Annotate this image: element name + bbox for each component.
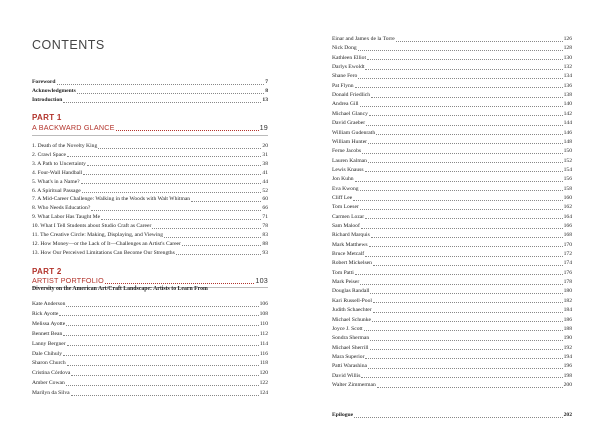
toc-entry-label: Andrea Gill bbox=[332, 101, 359, 108]
toc-entry-page: 106 bbox=[259, 301, 268, 307]
toc-entry-page: 110 bbox=[259, 320, 268, 327]
artist-entry bbox=[332, 65, 572, 71]
toc-entry-page: 13 bbox=[262, 97, 268, 103]
leader-dots bbox=[365, 357, 562, 359]
toc-entry-page: 188 bbox=[563, 325, 572, 332]
artist-entry bbox=[332, 37, 572, 43]
leader-dots bbox=[369, 245, 563, 247]
toc-entry-label: Cristina Córdova bbox=[32, 370, 71, 377]
artist-entry bbox=[332, 318, 572, 324]
epilogue-entry bbox=[332, 413, 572, 419]
artist-entry bbox=[332, 149, 572, 155]
leader-dots bbox=[365, 68, 562, 70]
toc-entry-page: 156 bbox=[563, 176, 572, 183]
toc-entry-label: Michael Glancy bbox=[332, 110, 368, 117]
chapter-entry bbox=[32, 144, 268, 150]
chapter-entry bbox=[32, 215, 268, 221]
toc-entry-label: Michael Sherrill bbox=[332, 344, 369, 351]
artist-entry bbox=[332, 327, 572, 333]
artist-entry bbox=[332, 131, 572, 137]
artist-entry bbox=[332, 102, 572, 108]
artist-entry bbox=[332, 187, 572, 193]
toc-entry-label: Cliff Lee bbox=[332, 194, 353, 201]
chapter-entry bbox=[32, 251, 268, 257]
leader-dots bbox=[105, 282, 255, 284]
toc-entry-label: Lanny Bergner bbox=[32, 340, 66, 347]
artist-entry bbox=[332, 252, 572, 258]
part2-number: PART 2 bbox=[32, 267, 62, 276]
leader-dots bbox=[63, 354, 259, 356]
artist-entry bbox=[332, 140, 572, 146]
artist-entry bbox=[32, 371, 268, 377]
leader-dots bbox=[368, 367, 563, 369]
part2-page: 103 bbox=[255, 276, 268, 285]
toc-entry-page: 52 bbox=[262, 187, 268, 194]
toc-entry-label: Judith Schaechter bbox=[332, 307, 372, 314]
leader-dots bbox=[191, 200, 261, 202]
leader-dots bbox=[116, 129, 259, 131]
toc-entry-label: Patti Warashina bbox=[332, 363, 368, 370]
leader-dots bbox=[364, 329, 563, 331]
leader-dots bbox=[67, 344, 259, 346]
toc-entry-label: Amber Cowan bbox=[32, 380, 65, 387]
toc-entry-label: Acknowledgments bbox=[32, 88, 76, 94]
leader-dots bbox=[81, 182, 262, 184]
artist-entry bbox=[332, 224, 572, 230]
toc-entry-page: 71 bbox=[262, 214, 268, 221]
leader-dots bbox=[71, 394, 259, 396]
toc-entry-page: 138 bbox=[563, 92, 572, 99]
toc-entry-page: 152 bbox=[563, 157, 572, 164]
toc-entry-page: 134 bbox=[563, 73, 572, 80]
toc-entry-page: 60 bbox=[262, 196, 268, 203]
toc-entry-label: 9. What Labor Has Taught Me bbox=[32, 214, 101, 221]
chapter-entry bbox=[32, 189, 268, 195]
toc-entry-page: 112 bbox=[259, 330, 268, 337]
toc-entry-label: 10. What I Tell Students about Studio Craft as Career bbox=[32, 223, 152, 230]
toc-entry-label: 5. What's in a Name? bbox=[32, 178, 80, 185]
toc-entry-label: 6. A Spiritual Passage bbox=[32, 187, 81, 194]
toc-entry-page: 88 bbox=[262, 240, 268, 247]
leader-dots bbox=[57, 83, 265, 85]
toc-entry-label: Donald Friedlich bbox=[332, 92, 371, 99]
artist-entry bbox=[332, 374, 572, 380]
toc-entry-label: 13. How Our Perceived Limitations Can Become Our Strengths bbox=[32, 249, 175, 256]
toc-entry-page: 8 bbox=[265, 88, 268, 94]
toc-entry-page: 146 bbox=[563, 129, 572, 136]
leader-dots bbox=[360, 189, 563, 191]
artist-entry bbox=[32, 312, 268, 318]
toc-entry-page: 120 bbox=[259, 370, 268, 377]
artist-entry bbox=[332, 261, 572, 267]
leader-dots bbox=[66, 384, 259, 386]
artist-entry bbox=[332, 121, 572, 127]
toc-entry-page: 116 bbox=[259, 350, 268, 357]
toc-entry-page: 154 bbox=[563, 166, 572, 173]
toc-entry-label: Bruce Metcalf bbox=[332, 251, 365, 258]
toc-entry-page: 130 bbox=[563, 54, 572, 61]
leader-dots bbox=[373, 264, 563, 266]
divider bbox=[32, 135, 268, 136]
artist-entry bbox=[32, 381, 268, 387]
toc-entry-page: 140 bbox=[563, 101, 572, 108]
toc-entry-page: 44 bbox=[262, 178, 268, 185]
leader-dots bbox=[360, 105, 563, 107]
leader-dots bbox=[164, 236, 261, 238]
artist-entry bbox=[332, 346, 572, 352]
part1-page: 19 bbox=[259, 123, 268, 132]
toc-entry-page: 186 bbox=[563, 316, 572, 323]
toc-entry-label: Ferne Jacobs bbox=[332, 148, 362, 155]
part2-subtitle: Diversity on the American Art/Craft Landscape: Artists to Learn From bbox=[32, 286, 208, 292]
toc-entry-page: 122 bbox=[259, 380, 268, 387]
toc-entry-label: Kathleen Elliot bbox=[332, 54, 367, 61]
leader-dots bbox=[91, 209, 261, 211]
artist-entry bbox=[332, 205, 572, 211]
right-page bbox=[300, 0, 600, 429]
toc-entry-label: Kari Russell-Pool bbox=[332, 297, 372, 304]
toc-entry-page: 126 bbox=[563, 36, 572, 42]
toc-entry-label: Pat Flynn bbox=[332, 82, 354, 89]
leader-dots bbox=[63, 101, 261, 103]
toc-entry-label: Mara Superior bbox=[332, 353, 365, 360]
leader-dots bbox=[360, 283, 562, 285]
artist-entry bbox=[32, 361, 268, 367]
artist-entry bbox=[332, 93, 572, 99]
artist-entry bbox=[332, 299, 572, 305]
artist-entry bbox=[332, 308, 572, 314]
toc-entry-label: Sam Maloof bbox=[332, 223, 360, 229]
leader-dots bbox=[377, 386, 563, 388]
leader-dots bbox=[367, 58, 563, 60]
part1-number: PART 1 bbox=[32, 113, 62, 122]
front-matter-entry bbox=[32, 80, 268, 86]
chapter-entry bbox=[32, 180, 268, 186]
toc-entry-page: 7 bbox=[265, 79, 268, 85]
leader-dots bbox=[67, 155, 261, 157]
toc-entry-label: William Gudenrath bbox=[332, 129, 376, 136]
artist-entry bbox=[332, 233, 572, 239]
toc-entry-page: 174 bbox=[563, 260, 572, 267]
leader-dots bbox=[358, 49, 563, 51]
leader-dots bbox=[368, 142, 563, 144]
toc-entry-label: 7. A Mid-Career Challenge: Walking in the Woods with Walt Whitman bbox=[32, 196, 191, 203]
chapter-entry bbox=[32, 197, 268, 203]
toc-entry-label: Epilogue bbox=[332, 412, 354, 418]
toc-entry-page: 162 bbox=[563, 204, 572, 211]
contents-title: CONTENTS bbox=[32, 38, 105, 52]
artist-entry bbox=[332, 74, 572, 80]
chapter-entry bbox=[32, 206, 268, 212]
toc-entry-page: 158 bbox=[563, 185, 572, 192]
leader-dots bbox=[373, 301, 563, 303]
leader-dots bbox=[66, 324, 259, 326]
toc-entry-label: Mark Matthews bbox=[332, 241, 368, 248]
artist-entry bbox=[332, 271, 572, 277]
chapter-entry bbox=[32, 153, 268, 159]
toc-entry-label: Bennett Bean bbox=[32, 330, 63, 337]
part2-title: ARTIST PORTFOLIO bbox=[32, 276, 104, 285]
toc-entry-page: 168 bbox=[563, 232, 572, 239]
toc-entry-page: 93 bbox=[262, 249, 268, 256]
leader-dots bbox=[368, 161, 563, 163]
leader-dots bbox=[353, 199, 562, 201]
toc-entry-label: 2. Crawl Space bbox=[32, 151, 67, 158]
leader-dots bbox=[396, 40, 563, 42]
artist-entry bbox=[32, 352, 268, 358]
toc-entry-page: 172 bbox=[563, 251, 572, 258]
artist-entry bbox=[332, 364, 572, 370]
leader-dots bbox=[376, 133, 562, 135]
toc-entry-page: 192 bbox=[563, 344, 572, 351]
toc-entry-label: Walter Zimmerman bbox=[332, 381, 376, 388]
toc-entry-page: 196 bbox=[563, 363, 572, 370]
front-matter-entry bbox=[32, 89, 268, 95]
chapter-entry bbox=[32, 242, 268, 248]
leader-dots bbox=[370, 292, 562, 294]
toc-entry-page: 66 bbox=[262, 205, 268, 212]
toc-entry-label: Joyce J. Scott bbox=[332, 325, 363, 332]
leader-dots bbox=[369, 114, 563, 116]
toc-entry-label: Lewis Knauss bbox=[332, 166, 364, 173]
toc-entry-label: Tom Patti bbox=[332, 269, 354, 276]
artist-entry bbox=[332, 196, 572, 202]
toc-entry-label: William Hunter bbox=[332, 138, 368, 145]
artist-entry bbox=[32, 391, 268, 397]
leader-dots bbox=[361, 376, 562, 378]
part1-title-row bbox=[32, 123, 268, 132]
leader-dots bbox=[372, 320, 563, 322]
toc-entry-label: Marilyn da Silva bbox=[32, 390, 70, 397]
toc-entry-label: 1. Death of the Novelty King bbox=[32, 143, 98, 149]
leader-dots bbox=[71, 374, 258, 376]
toc-entry-page: 124 bbox=[259, 390, 268, 397]
toc-entry-page: 148 bbox=[563, 138, 572, 145]
leader-dots bbox=[152, 227, 261, 229]
toc-entry-label: 4. Four-Wall Handball bbox=[32, 169, 83, 176]
toc-entry-page: 83 bbox=[262, 232, 268, 238]
artist-entry bbox=[332, 355, 572, 361]
toc-entry-label: Robert Mickelsen bbox=[332, 260, 372, 267]
artist-entry bbox=[32, 332, 268, 338]
toc-entry-label: Sharon Church bbox=[32, 360, 66, 367]
artist-entry bbox=[332, 168, 572, 174]
leader-dots bbox=[66, 305, 258, 307]
toc-entry-label: 11. The Creative Circle: Making, Displaying, and Viewing bbox=[32, 232, 163, 238]
artist-entry bbox=[332, 159, 572, 165]
toc-entry-label: David Graeber bbox=[332, 120, 366, 127]
toc-entry-page: 114 bbox=[259, 340, 268, 347]
toc-entry-page: 194 bbox=[563, 353, 572, 360]
toc-entry-label: Introduction bbox=[32, 97, 63, 103]
leader-dots bbox=[355, 86, 563, 88]
leader-dots bbox=[67, 364, 259, 366]
artist-entry bbox=[332, 177, 572, 183]
toc-entry-label: Dale Chihuly bbox=[32, 350, 62, 357]
toc-entry-page: 142 bbox=[563, 110, 572, 117]
part1-title: A BACKWARD GLANCE bbox=[32, 123, 115, 132]
toc-entry-label: David Willis bbox=[332, 372, 361, 379]
toc-entry-label: Jon Kuhn bbox=[332, 176, 354, 183]
toc-entry-page: 150 bbox=[563, 148, 572, 155]
toc-entry-page: 78 bbox=[262, 223, 268, 230]
leader-dots bbox=[82, 191, 262, 193]
artist-entry bbox=[32, 342, 268, 348]
leader-dots bbox=[365, 255, 562, 257]
leader-dots bbox=[370, 339, 562, 341]
toc-entry-page: 182 bbox=[563, 297, 572, 304]
leader-dots bbox=[176, 253, 262, 255]
leader-dots bbox=[355, 180, 563, 182]
toc-entry-label: Lauren Kalman bbox=[332, 157, 367, 164]
toc-entry-label: 8. Who Needs Education? bbox=[32, 205, 91, 212]
leader-dots bbox=[371, 96, 563, 98]
artist-entry bbox=[332, 280, 572, 286]
leader-dots bbox=[98, 147, 261, 149]
toc-entry-label: Shane Fero bbox=[332, 73, 358, 80]
leader-dots bbox=[365, 170, 563, 172]
artist-entry bbox=[332, 383, 572, 389]
toc-entry-page: 166 bbox=[563, 223, 572, 229]
toc-entry-label: Darlys Ewoldt bbox=[332, 64, 365, 71]
artist-entry bbox=[332, 336, 572, 342]
leader-dots bbox=[373, 311, 563, 313]
artist-entry bbox=[332, 289, 572, 295]
toc-entry-label: Eva Kwong bbox=[332, 185, 359, 192]
toc-entry-page: 164 bbox=[563, 213, 572, 220]
leader-dots bbox=[360, 208, 563, 210]
chapter-entry bbox=[32, 171, 268, 177]
artist-entry bbox=[32, 322, 268, 328]
toc-entry-label: Sondra Sherman bbox=[332, 335, 370, 342]
artist-entry bbox=[332, 215, 572, 221]
toc-entry-label: Melissa Ayotte bbox=[32, 320, 66, 327]
front-matter-entry bbox=[32, 98, 268, 104]
part2-title-row bbox=[32, 276, 268, 285]
toc-entry-page: 128 bbox=[563, 45, 572, 52]
toc-entry-page: 180 bbox=[563, 288, 572, 295]
toc-entry-page: 118 bbox=[259, 360, 268, 367]
leader-dots bbox=[361, 227, 563, 229]
leader-dots bbox=[355, 273, 563, 275]
leader-dots bbox=[370, 348, 563, 350]
toc-entry-page: 178 bbox=[563, 279, 572, 286]
toc-entry-page: 41 bbox=[262, 169, 268, 176]
toc-entry-page: 200 bbox=[563, 381, 572, 388]
toc-entry-label: Mark Peiser bbox=[332, 279, 360, 286]
leader-dots bbox=[354, 416, 562, 418]
artist-entry bbox=[32, 302, 268, 308]
toc-entry-label: 12. How Money—or the Lack of It—Challenges an Artist's Career bbox=[32, 240, 181, 247]
toc-entry-label: Nick Dong bbox=[332, 45, 357, 52]
toc-entry-label: Rick Ayotte bbox=[32, 310, 59, 317]
toc-entry-page: 198 bbox=[563, 372, 572, 379]
chapter-entry bbox=[32, 224, 268, 230]
toc-entry-label: Michael Schunke bbox=[332, 316, 371, 323]
toc-entry-label: Kate Anderson bbox=[32, 301, 66, 307]
artist-entry bbox=[332, 56, 572, 62]
leader-dots bbox=[182, 244, 262, 246]
toc-entry-page: 160 bbox=[563, 194, 572, 201]
leader-dots bbox=[63, 334, 259, 336]
toc-entry-page: 132 bbox=[563, 64, 572, 71]
toc-entry-page: 176 bbox=[563, 269, 572, 276]
toc-entry-page: 202 bbox=[563, 412, 572, 418]
toc-entry-label: Foreword bbox=[32, 79, 56, 85]
toc-entry-page: 184 bbox=[563, 307, 572, 314]
toc-entry-page: 136 bbox=[563, 82, 572, 89]
toc-entry-page: 38 bbox=[262, 160, 268, 167]
toc-entry-label: 3. A Path to Uncertainty bbox=[32, 160, 86, 167]
toc-entry-page: 190 bbox=[563, 335, 572, 342]
leader-dots bbox=[83, 173, 261, 175]
toc-entry-page: 20 bbox=[262, 143, 268, 149]
artist-entry bbox=[332, 243, 572, 249]
toc-entry-label: Douglas Randall bbox=[332, 288, 370, 295]
leader-dots bbox=[371, 236, 563, 238]
toc-entry-page: 108 bbox=[259, 310, 268, 317]
artist-entry bbox=[332, 46, 572, 52]
toc-entry-page: 31 bbox=[262, 151, 268, 158]
chapter-entry bbox=[32, 233, 268, 239]
leader-dots bbox=[365, 217, 562, 219]
leader-dots bbox=[87, 164, 261, 166]
toc-entry-page: 144 bbox=[563, 120, 572, 127]
leader-dots bbox=[358, 77, 562, 79]
artist-entry bbox=[332, 84, 572, 90]
toc-entry-label: Tom Loeser bbox=[332, 204, 359, 211]
toc-entry-label: Einar and Jamex de la Torre bbox=[332, 36, 395, 42]
toc-entry-page: 170 bbox=[563, 241, 572, 248]
leader-dots bbox=[101, 218, 261, 220]
leader-dots bbox=[77, 92, 264, 94]
leader-dots bbox=[59, 314, 258, 316]
toc-entry-label: Carmen Lozar bbox=[332, 213, 365, 220]
artist-entry bbox=[332, 112, 572, 118]
toc-entry-label: Richard Marquis bbox=[332, 232, 370, 239]
leader-dots bbox=[366, 124, 563, 126]
leader-dots bbox=[362, 152, 563, 154]
chapter-entry bbox=[32, 162, 268, 168]
